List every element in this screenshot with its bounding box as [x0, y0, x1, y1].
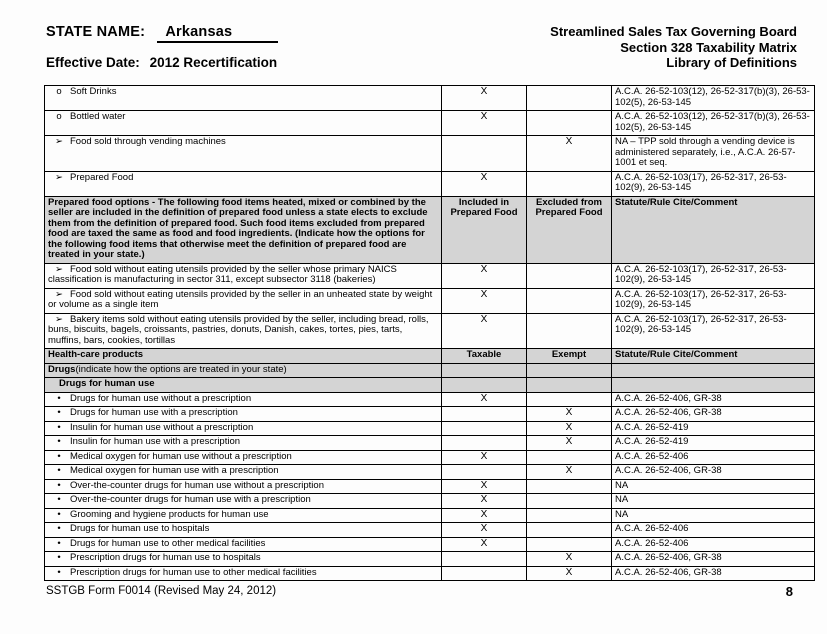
- table-row: [45, 494, 815, 509]
- drugs-human-use-title: Drugs for human use: [45, 378, 442, 393]
- included-cell: [442, 136, 527, 172]
- prepared-food-options-header-row: [45, 196, 815, 263]
- table-row: [45, 111, 815, 136]
- included-column-header: Included in Prepared Food: [442, 196, 527, 263]
- citation-cell: A.C.A. 26-52-406, GR-38: [612, 407, 815, 422]
- table-row: [45, 263, 815, 288]
- effective-date-value: 2012 Recertification: [149, 55, 278, 70]
- exempt-column-header: Exempt: [527, 349, 612, 364]
- exempt-cell: X: [527, 436, 612, 451]
- row-label: Insulin for human use with a prescription: [70, 436, 241, 447]
- row-label: Bottled water: [70, 111, 126, 122]
- table-row: [45, 436, 815, 451]
- row-description: [45, 136, 442, 172]
- citation-cell: A.C.A. 26-52-406, GR-38: [612, 465, 815, 480]
- drugs-section-row: [45, 363, 815, 378]
- taxable-cell: X: [442, 523, 527, 538]
- exempt-cell: [527, 363, 612, 378]
- table-row: [45, 465, 815, 480]
- form-number-footer: SSTGB Form F0014 (Revised May 24, 2012): [46, 585, 277, 597]
- citation-cell: A.C.A. 26-52-406: [612, 523, 815, 538]
- citation-cell: A.C.A. 26-52-406, GR-38: [612, 552, 815, 567]
- row-label: Over-the-counter drugs for human use with a prescription: [70, 494, 311, 505]
- state-name-label: STATE NAME:: [46, 24, 146, 40]
- row-description: [45, 537, 442, 552]
- citation-cell: A.C.A. 26-52-103(17), 26-52-317, 26-53-102(9), 26-53-145: [612, 263, 815, 288]
- exempt-cell: [527, 479, 612, 494]
- citation-cell: NA: [612, 508, 815, 523]
- drugs-section-title: [45, 363, 442, 378]
- exempt-cell: X: [527, 566, 612, 581]
- row-label: Drugs for human use without a prescription: [70, 392, 252, 404]
- exempt-cell: [527, 508, 612, 523]
- health-care-products-title: Health-care products: [45, 349, 442, 364]
- excluded-cell: [527, 263, 612, 288]
- arrow-bullet-icon: ➢: [55, 288, 63, 300]
- arrow-bullet-icon: ➢: [55, 171, 63, 183]
- row-label: Bakery items sold without eating utensils provided by the seller, including bread, rolls, buns, biscuits, bagels, croissants, pastries, donuts, Danish, cakes, tortes, pies, tarts, muffins, bars, cookies, tortillas: [48, 313, 429, 346]
- taxable-cell: [442, 378, 527, 393]
- effective-date-label: Effective Date:: [46, 55, 140, 70]
- included-cell: X: [442, 288, 527, 313]
- row-label: Drugs for human use to other medical facilities: [70, 537, 266, 549]
- exempt-cell: [527, 392, 612, 407]
- taxable-cell: X: [442, 392, 527, 407]
- citation-cell: A.C.A. 26-52-103(12), 26-52-317(b)(3), 26-53-102(5), 26-53-145: [612, 86, 815, 111]
- row-label: Soft Drinks: [70, 86, 117, 97]
- taxable-cell: X: [442, 450, 527, 465]
- taxable-cell: X: [442, 494, 527, 509]
- citation-cell: NA: [612, 479, 815, 494]
- table-row: [45, 86, 815, 111]
- circle-bullet-icon: o: [56, 111, 62, 122]
- table-row: [45, 450, 815, 465]
- row-description: [45, 392, 442, 407]
- row-label: Food sold without eating utensils provided by the seller in an unheated state by weight or volume as a single item: [48, 288, 433, 310]
- row-description: [45, 111, 442, 136]
- taxable-cell: X: [442, 508, 527, 523]
- exempt-cell: X: [527, 421, 612, 436]
- included-cell: X: [442, 263, 527, 288]
- row-description: [45, 263, 442, 288]
- citation-cell: [612, 363, 815, 378]
- included-cell: X: [442, 171, 527, 196]
- row-label: Prescription drugs for human use to hospitals: [70, 552, 261, 563]
- document-header: [0, 0, 827, 78]
- excluded-cell: [527, 313, 612, 349]
- excluded-cell: [527, 111, 612, 136]
- state-name-line: [46, 24, 278, 43]
- citation-cell: A.C.A. 26-52-103(12), 26-52-317(b)(3), 26-53-102(5), 26-53-145: [612, 111, 815, 136]
- drugs-title: Drugs: [48, 363, 76, 375]
- excluded-cell: [527, 288, 612, 313]
- taxable-cell: [442, 566, 527, 581]
- exempt-cell: [527, 450, 612, 465]
- row-label: Food sold without eating utensils provided by the seller whose primary NAICS classification is manufacturing in sector 311, except subsector 3118 (bakeries): [48, 263, 397, 285]
- taxable-cell: [442, 436, 527, 451]
- included-cell: X: [442, 111, 527, 136]
- row-description: [45, 313, 442, 349]
- dot-bullet-icon: •: [57, 508, 61, 520]
- citation-cell: A.C.A. 26-52-406, GR-38: [612, 392, 815, 407]
- dot-bullet-icon: •: [57, 523, 61, 534]
- row-label: Prepared Food: [70, 171, 134, 183]
- exempt-cell: [527, 523, 612, 538]
- dot-bullet-icon: •: [57, 537, 61, 549]
- circle-bullet-icon: o: [56, 86, 62, 97]
- table-row: [45, 537, 815, 552]
- arrow-bullet-icon: ➢: [55, 263, 63, 275]
- dot-bullet-icon: •: [57, 552, 61, 563]
- row-description: [45, 171, 442, 196]
- dot-bullet-icon: •: [57, 479, 61, 491]
- drugs-human-use-subheader-row: [45, 378, 815, 393]
- exempt-cell: X: [527, 552, 612, 567]
- table-row: [45, 552, 815, 567]
- citation-cell: NA: [612, 494, 815, 509]
- effective-date-line: [46, 55, 277, 70]
- row-label: Drugs for human use with a prescription: [70, 407, 238, 418]
- row-description: [45, 479, 442, 494]
- row-description: [45, 407, 442, 422]
- table-row: [45, 313, 815, 349]
- row-label: Medical oxygen for human use without a prescription: [70, 450, 292, 462]
- taxable-cell: [442, 465, 527, 480]
- exempt-cell: X: [527, 465, 612, 480]
- dot-bullet-icon: •: [57, 465, 61, 476]
- row-description: [45, 421, 442, 436]
- excluded-cell: [527, 171, 612, 196]
- row-label: Medical oxygen for human use with a prescription: [70, 465, 279, 476]
- citation-cell: A.C.A. 26-52-406: [612, 450, 815, 465]
- taxable-cell: [442, 363, 527, 378]
- health-care-products-header-row: [45, 349, 815, 364]
- row-description: [45, 436, 442, 451]
- row-description: [45, 566, 442, 581]
- org-line-3: Library of Definitions: [666, 55, 797, 70]
- row-label: Prescription drugs for human use to other medical facilities: [70, 566, 317, 578]
- citation-cell: A.C.A. 26-52-419: [612, 436, 815, 451]
- dot-bullet-icon: •: [57, 421, 61, 433]
- dot-bullet-icon: •: [57, 392, 61, 404]
- arrow-bullet-icon: ➢: [55, 136, 63, 147]
- governing-board-heading: [550, 24, 797, 71]
- table-row: [45, 421, 815, 436]
- taxable-cell: [442, 552, 527, 567]
- taxable-cell: [442, 421, 527, 436]
- row-description: [45, 450, 442, 465]
- citation-cell: A.C.A. 26-52-103(17), 26-52-317, 26-53-102(9), 26-53-145: [612, 171, 815, 196]
- table-row: [45, 136, 815, 172]
- state-name-value: Arkansas: [157, 24, 278, 43]
- dot-bullet-icon: •: [57, 407, 61, 418]
- row-description: [45, 552, 442, 567]
- row-label: Over-the-counter drugs for human use without a prescription: [70, 479, 324, 491]
- table-row: [45, 407, 815, 422]
- included-cell: X: [442, 313, 527, 349]
- row-description: [45, 523, 442, 538]
- exempt-cell: [527, 378, 612, 393]
- dot-bullet-icon: •: [57, 566, 61, 578]
- citation-column-header: Statute/Rule Cite/Comment: [612, 196, 815, 263]
- taxable-cell: X: [442, 537, 527, 552]
- taxable-column-header: Taxable: [442, 349, 527, 364]
- included-cell: X: [442, 86, 527, 111]
- excluded-cell: X: [527, 136, 612, 172]
- taxability-matrix-table: [44, 85, 815, 581]
- row-description: [45, 288, 442, 313]
- row-label: Drugs for human use to hospitals: [70, 523, 210, 534]
- citation-cell: A.C.A. 26-52-419: [612, 421, 815, 436]
- table-row: [45, 566, 815, 581]
- table-row: [45, 508, 815, 523]
- drugs-note: (indicate how the options are treated in your state): [75, 363, 287, 375]
- exempt-cell: X: [527, 407, 612, 422]
- org-line-1: Streamlined Sales Tax Governing Board: [550, 24, 797, 39]
- prepared-food-options-description: Prepared food options - The following food items heated, mixed or combined by the seller are included in the definition of prepared food unless a state elects to exclude them from the definition of prepared food. Such food items excluded from prepared food are taxed the same as food and food ingredients. (Indicate how the options for the following food items that otherwise meet the definition of prepared food are treated in your state.): [45, 196, 442, 263]
- taxable-cell: [442, 407, 527, 422]
- citation-column-header: Statute/Rule Cite/Comment: [612, 349, 815, 364]
- page-number: 8: [785, 584, 793, 599]
- org-line-2: Section 328 Taxability Matrix: [620, 39, 797, 55]
- citation-cell: A.C.A. 26-52-406: [612, 537, 815, 552]
- table-row: [45, 171, 815, 196]
- row-label: Insulin for human use without a prescription: [70, 421, 254, 433]
- citation-cell: NA – TPP sold through a vending device is administered separately, i.e., A.C.A. 26-57-1001 et seq.: [612, 136, 815, 172]
- row-label: Food sold through vending machines: [70, 136, 226, 147]
- row-description: [45, 494, 442, 509]
- row-label: Grooming and hygiene products for human use: [70, 508, 269, 520]
- table-row: [45, 523, 815, 538]
- table-row: [45, 479, 815, 494]
- excluded-column-header: Excluded from Prepared Food: [527, 196, 612, 263]
- citation-cell: A.C.A. 26-52-103(17), 26-52-317, 26-53-102(9), 26-53-145: [612, 313, 815, 349]
- table-row: [45, 288, 815, 313]
- citation-cell: [612, 378, 815, 393]
- arrow-bullet-icon: ➢: [55, 313, 63, 325]
- exempt-cell: [527, 494, 612, 509]
- row-description: [45, 86, 442, 111]
- row-description: [45, 465, 442, 480]
- dot-bullet-icon: •: [57, 436, 61, 447]
- taxable-cell: X: [442, 479, 527, 494]
- table-row: [45, 392, 815, 407]
- excluded-cell: [527, 86, 612, 111]
- exempt-cell: [527, 537, 612, 552]
- citation-cell: A.C.A. 26-52-103(17), 26-52-317, 26-53-102(9), 26-53-145: [612, 288, 815, 313]
- citation-cell: A.C.A. 26-52-406, GR-38: [612, 566, 815, 581]
- row-description: [45, 508, 442, 523]
- dot-bullet-icon: •: [57, 450, 61, 462]
- dot-bullet-icon: •: [57, 494, 61, 505]
